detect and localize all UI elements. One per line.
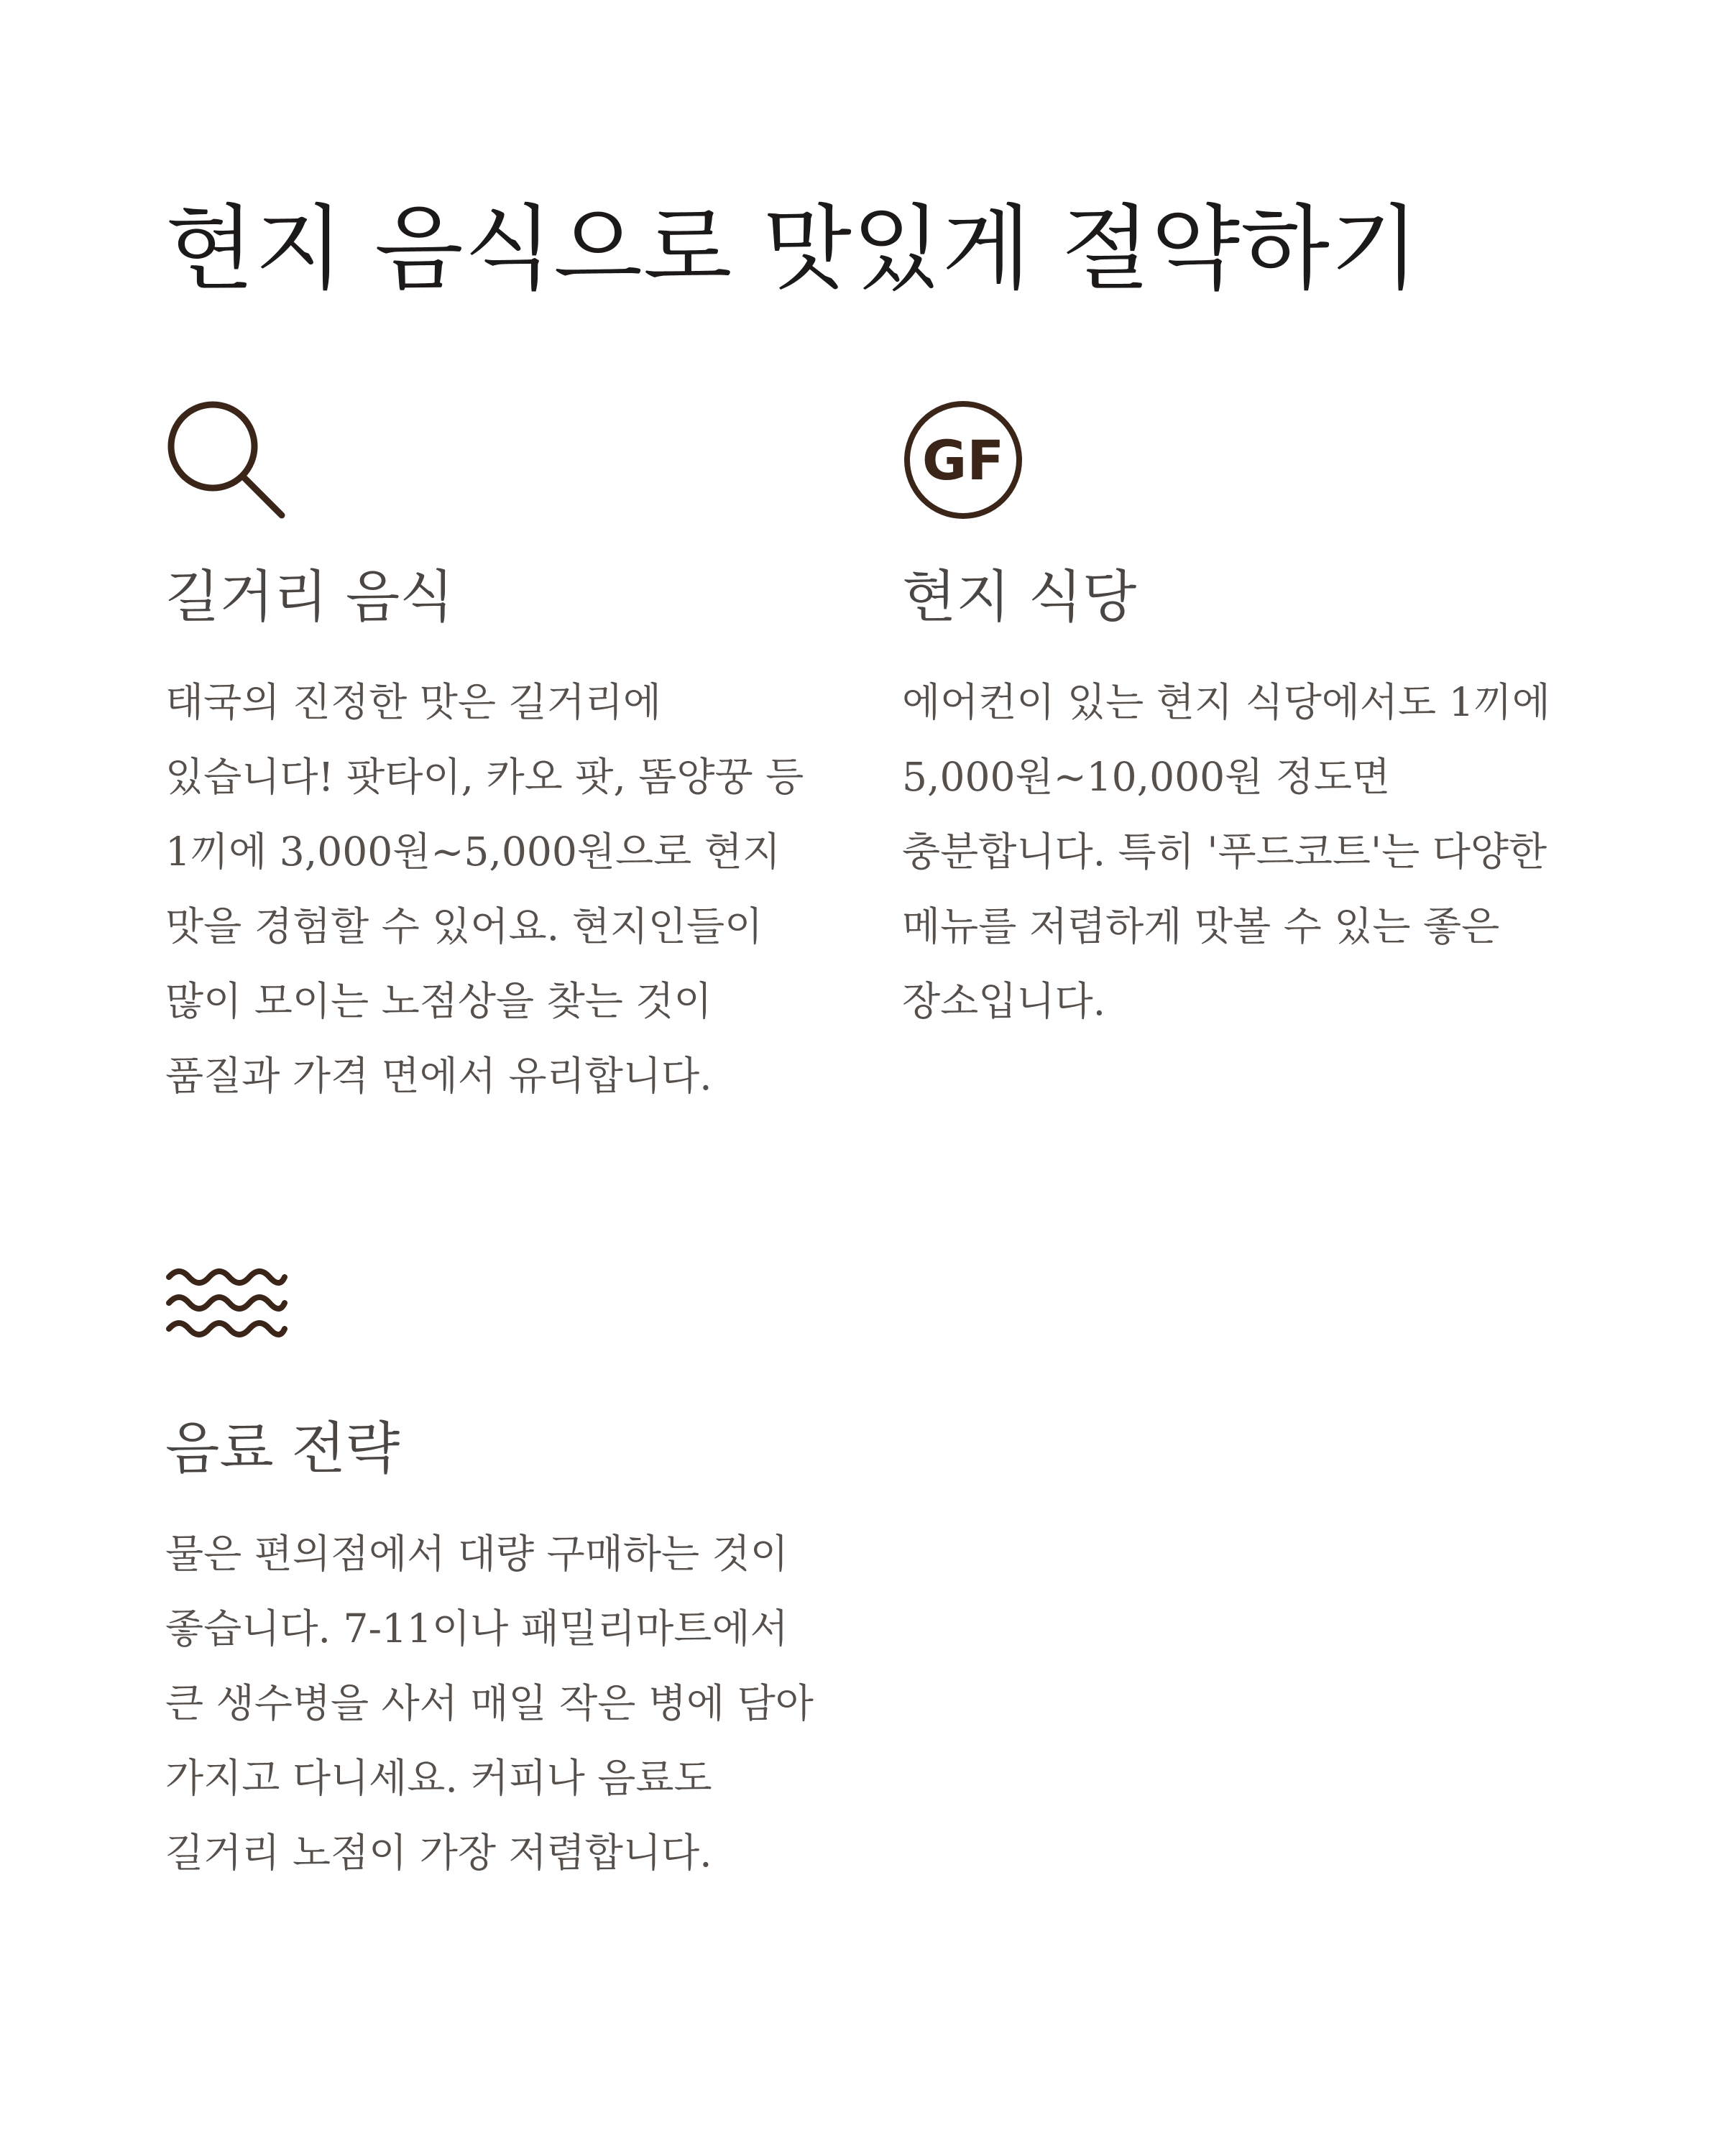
- card-body: 태국의 진정한 맛은 길거리에 있습니다! 팟타이, 카오 팟, 똠양꿍 등 1끼에 3,000원~5,000원으로 현지 맛을 경험할 수 있어요. 현지인들이 많이 모이는 노점상을 찾는 것이 품질과 가격 면에서 유리합니다.: [165, 679, 804, 1099]
- waves-icon: [165, 1254, 288, 1376]
- card-heading: 음료 전략: [165, 1416, 400, 1481]
- tip-card-street-food: [165, 399, 841, 1099]
- tip-card-drinks: [165, 1254, 841, 1876]
- gluten-free-badge-icon: [902, 399, 1024, 521]
- card-heading: 길거리 음식: [165, 565, 454, 630]
- card-heading: 현지 식당: [902, 565, 1137, 630]
- tip-card-local-restaurants: [902, 399, 1578, 1024]
- magnifier-icon: [165, 399, 288, 521]
- card-body: 물은 편의점에서 대량 구매하는 것이 좋습니다. 7-11이나 패밀리마트에서 큰 생수병을 사서 매일 작은 병에 담아 가지고 다니세요. 커피나 음료도 길거리 노점이 가장 저렴합니다.: [165, 1531, 814, 1876]
- page-title: 현지 음식으로 맛있게 절약하기: [165, 195, 1420, 303]
- card-body: 에어컨이 있는 현지 식당에서도 1끼에 5,000원~10,000원 정도면 충분합니다. 특히 '푸드코트'는 다양한 메뉴를 저렴하게 맛볼 수 있는 좋은 장소입니다.: [902, 679, 1550, 1024]
- gf-badge-text: GF: [921, 428, 1005, 492]
